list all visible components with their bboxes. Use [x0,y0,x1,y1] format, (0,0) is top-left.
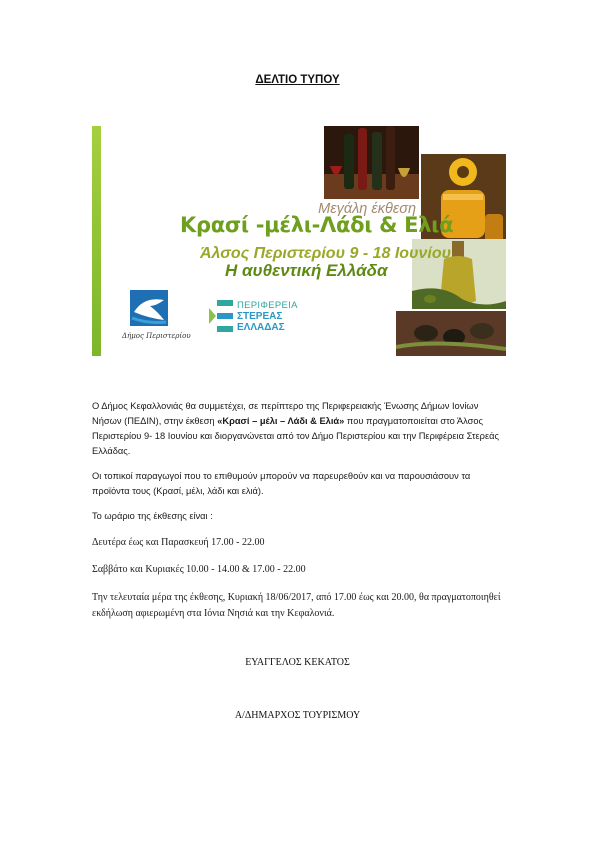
paragraph-participation [92,399,506,459]
press-release-body [92,399,506,524]
exhibition-name: «Κρασί – μέλι – Λάδι & Ελιά» [217,416,345,426]
banner-green-accent [92,126,101,356]
region-logo-icon [209,300,233,332]
dove-logo-caption: Δήμος Περιστερίου [122,332,191,340]
banner-tagline: Η αυθεντική Ελλάδα [225,261,388,280]
signature-role: Α/ΔΗΜΑΡΧΟΣ ΤΟΥΡΙΣΜΟΥ [234,710,361,721]
signature-name: ΕΥΑΓΓΕΛΟΣ ΚΕΚΑΤΟΣ [245,657,350,668]
region-logo-line2: ΣΤΕΡΕΑΣ [237,311,283,322]
schedule-weekdays: Δευτέρα έως και Παρασκευή 17.00 - 22.00 [92,537,265,548]
banner-headline: Κρασί -μέλι-Λάδι & Ελιά [180,213,454,237]
paragraph-participation-b: που πραγματοποιείται στο Άλσος Περιστερίου 9- 18 Ιουνίου και διοργανώνεται από τον Δήμο Περιστερίου και την Περιφέρεια Στερεάς Ελλάδας. [92,416,499,456]
paragraph-hours-intro: Το ωράριο της έκθεσης είναι : [92,511,213,521]
region-logo-text [237,300,298,333]
banner-small-title: Μεγάλη έκθεση [318,201,416,217]
region-logo-line3: ΕΛΛΑΔΑΣ [237,322,285,333]
wine-bottles-photo [324,126,419,199]
banner-date-line: Άλσος Περιστερίου 9 - 18 Ιουνίου [200,245,452,262]
dove-logo-icon [130,290,168,326]
region-logo-line1: ΠΕΡΙΦΕΡΕΙΑ [237,300,298,311]
paragraph-closing-event: Την τελευταία μέρα της έκθεσης, Κυριακή 18/06/2017, από 17.00 έως και 20.00, θα πραγματοποιηθεί εκδήλωση αφιερωμένη στα Ιόνια Νησιά και την Κεφαλονιά. [92,592,501,619]
paragraph-participation-a: Ο Δήμος Κεφαλλονιάς θα συμμετέχει, σε περίπτερο της Περιφερειακής Ένωσης Δήμων Ιονίων Νήσων (ΠΕΔΙΝ), στην έκθεση [92,401,479,426]
schedule-weekend: Σαββάτο και Κυριακές 10.00 - 14.00 & 17.00 - 22.00 [92,564,306,575]
paragraph-producers: Οι τοπικοί παραγωγοί που το επιθυμούν μπορούν να παρευρεθούν και να παρουσιάσουν τα προϊόντα τους (Κρασί, μέλι, λάδι και ελιά). [92,471,471,496]
olives-photo [396,311,506,356]
exhibition-banner [92,126,506,356]
document-title: ΔΕΛΤΙΟ ΤΥΠΟΥ [255,74,340,86]
